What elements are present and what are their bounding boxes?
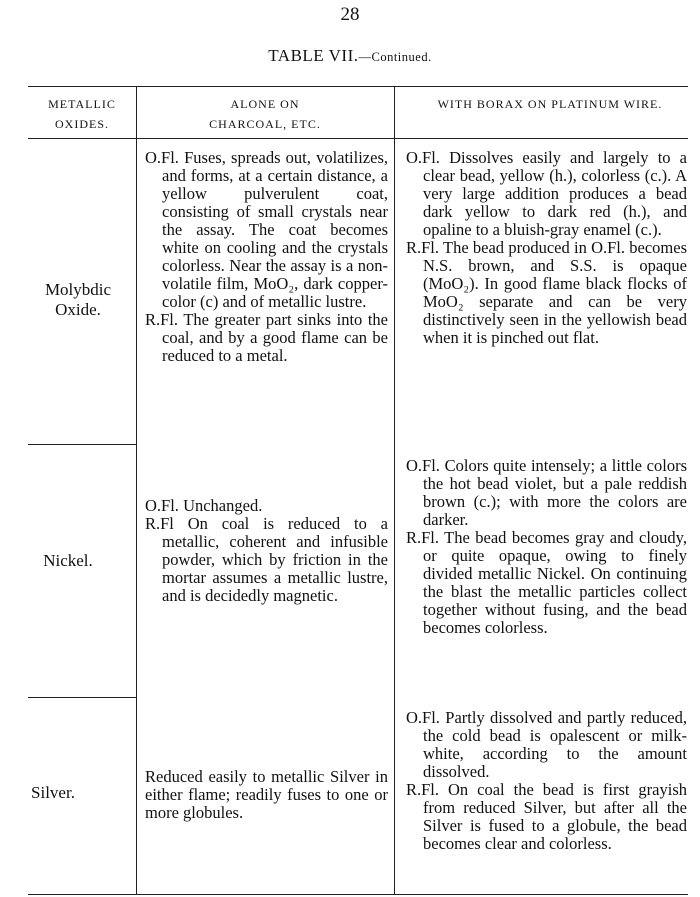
entry-text: The greater part sinks into the coal, and by a good flame can be reduced to a metal. [162, 310, 389, 365]
table-title-main: TABLE VII. [268, 46, 359, 65]
entry [406, 529, 687, 637]
entry-label: O.Fl. [406, 456, 440, 475]
entry [145, 515, 388, 605]
entry-label: O.Fl. [406, 708, 440, 727]
entry-label: R.Fl. [406, 238, 440, 257]
entry-text: Colors quite intensely; a little colors the hot bead violet, but a pale reddish brown (c.); with more the colors are darker. [423, 456, 687, 529]
oxide-name [0, 783, 106, 803]
entry-label: O.Fl. [406, 148, 440, 167]
entry [145, 497, 388, 515]
entry-text: Unchanged. [183, 496, 263, 515]
entry-label: O.Fl. [145, 496, 179, 515]
entry-label: R.Fl. [406, 780, 440, 799]
oxide-name [0, 551, 136, 571]
entry-text: The bead becomes gray and cloudy, or quite opaque, owing to finely divided metallic Nickel. On continuing the blast the metallic particles collect together without fusing, and the bead becomes colorless. [423, 528, 687, 637]
entry-text: Dissolves easily and largely to a clear bead, yellow (h.), colorless (c.). A very large addition produces a bead dark yellow to dark red (h.), and opaline to a bluish-gray enamel (c.). [423, 148, 687, 239]
oxide-name-line: Silver. [31, 783, 75, 802]
entry-label: R.Fl. [406, 528, 440, 547]
row-divider-left [28, 444, 136, 445]
table-title [0, 46, 700, 66]
entry-label: O.Fl. [145, 148, 179, 167]
entry [145, 311, 388, 365]
page-number: 28 [340, 4, 360, 25]
borax-cell [406, 149, 687, 347]
column-rule [136, 86, 137, 894]
table-top-rule [28, 86, 688, 87]
entry-text: The bead produced in O.Fl. becomes N.S. brown, and S.S. is opaque (MoO₂). In good flame black flocks of MoO₂ separate and can be very distinctively seen in the yellowish bead when it is pinched out flat. [423, 238, 687, 347]
entry [406, 709, 687, 781]
oxide-name-line: Molybdic [44, 280, 112, 299]
header-with-borax: WITH BORAX ON PLATINUM WIRE. [437, 97, 663, 111]
table-bottom-rule [28, 894, 688, 895]
entry-label: R.Fl [145, 514, 174, 533]
table-title-continued: —Continued. [358, 50, 432, 64]
entry [406, 239, 687, 347]
entry-text: On coal is reduced to a metallic, coherent and infusible powder, which by friction in the mortar assumes a metallic lustre, and is decidedly magnetic. [162, 514, 388, 605]
oxide-name-line: Nickel. [43, 551, 93, 570]
entry [406, 781, 687, 853]
charcoal-cell [145, 768, 388, 822]
charcoal-cell [145, 497, 388, 605]
entry [406, 457, 687, 529]
entry-label: R.Fl. [145, 310, 179, 329]
header-bottom-rule [28, 138, 688, 139]
borax-cell [406, 709, 687, 853]
entry [145, 149, 388, 311]
entry-text: Fuses, spreads out, volatilizes, and forms, at a certain distance, a yellow pulverulent coat, consisting of small crystals near the assay. The coat becomes white on cooling and the crystals colorless. Near the assay is a non-volatile film, MoO₂, dark copper-color (c) and of metallic lustre. [162, 148, 389, 311]
borax-cell [406, 457, 687, 637]
charcoal-cell [145, 149, 388, 365]
entry-text: On coal the bead is first grayish from reduced Silver, but after all the Silver is fused to a globule, the bead becomes clear and colorless. [423, 780, 688, 853]
entry-text: Partly dissolved and partly reduced, the cold bead is opalescent or milk-white, according to the amount dissolved. [423, 708, 688, 781]
header-metallic-oxides: METALLIC OXIDES. [48, 97, 116, 131]
header-alone-on-charcoal: ALONE ON CHARCOAL, ETC. [209, 97, 321, 131]
column-rule [394, 86, 395, 894]
row-divider-left [28, 697, 136, 698]
oxide-name [20, 280, 136, 320]
oxide-name-line: Oxide. [55, 300, 101, 319]
entry [406, 149, 687, 239]
entry-plain: Reduced easily to metallic Silver in either flame; readily fuses to one or more globules. [145, 767, 388, 822]
